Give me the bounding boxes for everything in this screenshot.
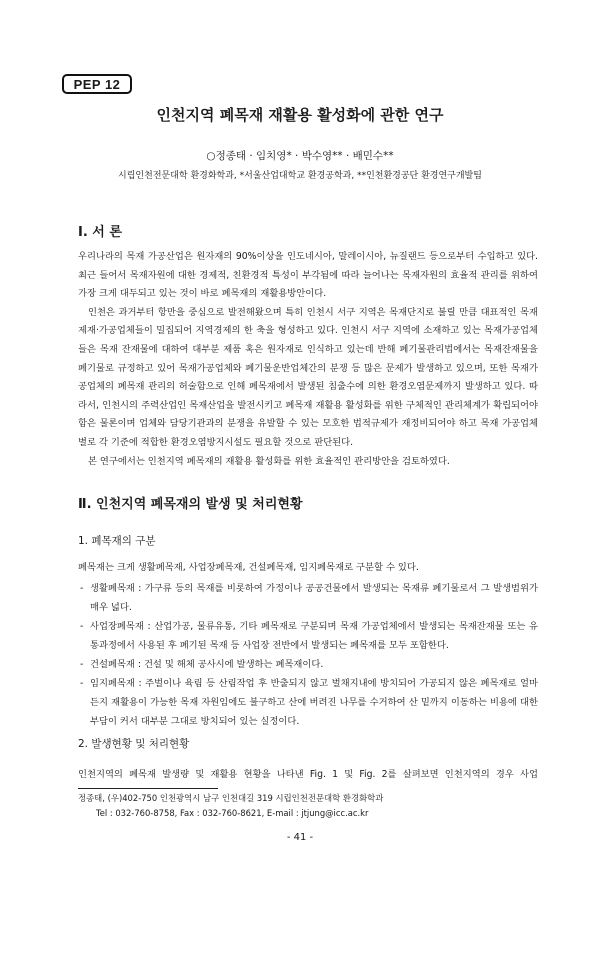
author-list: ○정종태 · 임치영* · 박수영** · 배민수** [206, 150, 394, 162]
page-number: - 41 - [286, 832, 314, 843]
intro-paragraph-2: 인천은 과거부터 항만을 중심으로 발전해왔으며 특히 인천시 서구 지역은 목재단지로 불릴 만큼 대표적인 목재제재·가공업체들이 밀집되어 지역경제의 한 축을 형성하고 있다. 인천시 서구 지역에 소재하고 있는 목재가공업체들은 목재 잔재물에 대하여 대부분 제품 혹은 원자재로 인식하고 있는데 반해 폐기물관리법에서는 목재잔재물을 폐기물로 규정하고 있어 목재가공업체와 폐기물운반업체간의 분쟁 등 많은 문제가 발생하고 있으며, 또한 목재가공업체의 폐목재 관리의 허술함으로 인해 폐목재에서 발생된 침출수에 의한 환경오염문제까지 발생하고 있다. 따라서, 인천시의 주력산업인 목재산업을 발전시키고 폐목재 재활용 활성화를 위한 구체적인 관리체계가 확립되어야 함은 물론이며 업체와 담당기관과의 분쟁을 유발할 수 있는 모호한 법적규제가 재정비되어야 하고 목재 가공업체별로 각 기준에 적합한 환경오염방지시설도 필요할 것으로 판단된다. [78, 306, 538, 448]
list-item: - 사업장폐목재 : 산업가공, 물류유통, 기타 폐목재로 구분되며 목재 가공업체에서 발생되는 목재잔재물 또는 유통과정에서 사용된 후 폐기된 목재 등 사업장 전반에서 발생되는 폐목재를 모두 포함한다. [78, 617, 538, 655]
paper-title: 인천지역 폐목재 재활용 활성화에 관한 연구 [156, 106, 444, 124]
section-1-heading: Ⅰ. 서 론 [78, 225, 122, 240]
subsection-2-text: 인천지역의 폐목재 발생량 및 재활용 현황을 나타낸 Fig. 1 및 Fig. 2를 살펴보면 인천지역의 경우 사업 [78, 769, 538, 780]
list-item: - 생활폐목재 : 가구류 등의 목재를 비롯하여 가정이나 공공건물에서 발생되는 목재류 폐기물로서 그 발생범위가 매우 넓다. [78, 579, 538, 617]
list-item: - 건설폐목재 : 건설 및 해체 공사시에 발생하는 폐목재이다. [78, 655, 538, 674]
intro-paragraph-3: 본 연구에서는 인천지역 폐목재의 재활용 활성화를 위한 효율적인 관리방안을 검토하였다. [88, 455, 450, 467]
classification-list [78, 579, 538, 731]
subsection-1-heading: 1. 폐목재의 구분 [78, 535, 156, 547]
footnote-contact: Tel : 032-760-8758, Fax : 032-760-8621, E-mail : jtjung@icc.ac.kr [96, 808, 369, 818]
subsection-2-heading: 2. 발생현황 및 처리현황 [78, 738, 190, 750]
wood-waste-classification [78, 558, 538, 731]
section-1-body [78, 248, 538, 471]
intro-paragraph-1: 우리나라의 목재 가공산업은 원자재의 90%이상을 인도네시아, 말레이시아, 뉴질랜드 등으로부터 수입하고 있다. 최근 들어서 목재자원에 대한 경제적, 친환경적 특성이 부각됨에 따라 늘어나는 목재자원의 효율적 관리를 위하여 가장 크게 대두되고 있는 것이 바로 폐목재의 재활용방안이다. [78, 251, 538, 300]
footnote-address: 정종태, (우)402-750 인천광역시 남구 인천대길 319 시립인천전문대학 환경화학과 [78, 793, 384, 803]
paper-code-badge: PEP 12 [62, 74, 132, 94]
list-item: - 임지폐목재 : 주벌이나 육림 등 산림작업 후 반출되지 않고 벌채지내에 방치되어 가공되지 않은 폐목재로 얼마든지 재활용이 가능한 목재 자원임에도 불구하고 산에 버려진 나무를 수거하여 산 밑까지 이동하는 비용에 대한 부담이 커서 대부분 그대로 방치되어 있는 실정이다. [78, 674, 538, 731]
footnote-divider [78, 788, 218, 789]
classification-intro: 폐목재는 크게 생활폐목재, 사업장폐목재, 건설폐목재, 임지폐목재로 구분할 수 있다. [78, 562, 419, 573]
affiliation-line: 시립인천전문대학 환경화학과, *서울산업대학교 환경공학과, **인천환경공단 환경연구개발팀 [118, 171, 482, 181]
footnote [78, 791, 538, 821]
section-2-heading: Ⅱ. 인천지역 폐목재의 발생 및 처리현황 [78, 497, 303, 512]
